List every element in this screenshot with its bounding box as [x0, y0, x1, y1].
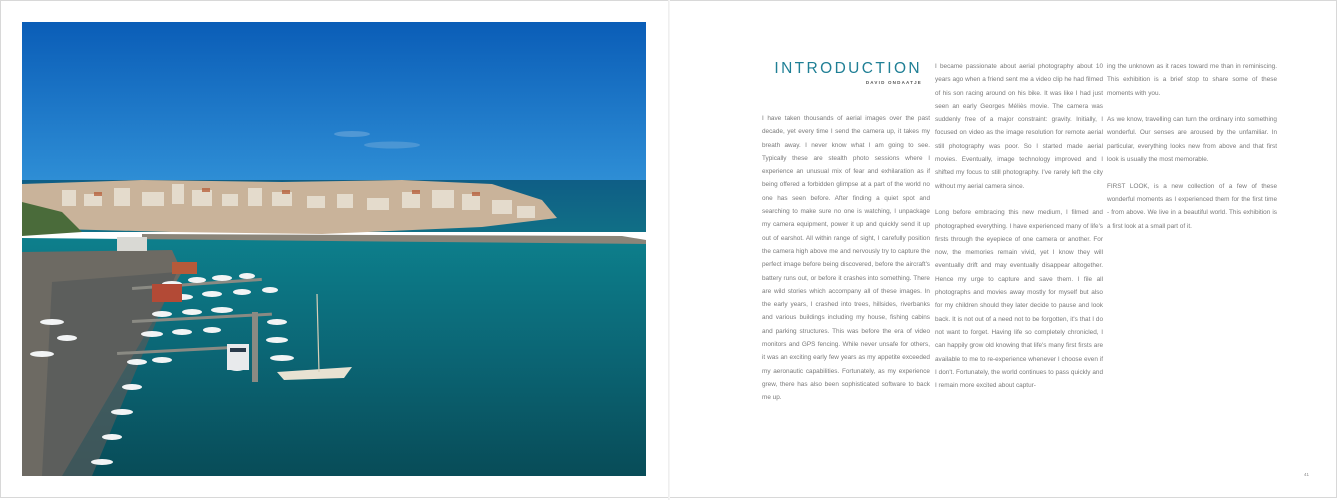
paragraph: Long before embracing this new medium, I filmed and photographed everything. I have experienced many of life's firsts through the eyepiece of one camera or another. For now, the memories remain vivid, yet I know they will eventually drift and may eventually disappear altogether. Hence my urge to capture and save them. I file all photographs and movies away mostly for myself but also for my children should they later decide to pause and look back. It is not out of a need not to be forgotten, it's that I do not want to forget. Having life so completely chronicled, I can happily grow old knowing that life's many first firsts are available to me to re-experience whenever I choose even if I don't. Fortunately, the world continues to pass quickly and I remain more excited about captur- [935, 209, 1103, 390]
book-gutter [668, 0, 670, 500]
paragraph: As we know, travelling can turn the ordinary into something wonderful. Our senses are aroused by the unfamiliar. In particular, everything looks new from above and that first look is usually the most memorable. [1107, 116, 1277, 164]
paragraph: FIRST LOOK, is a new collection of a few of these wonderful moments as I experienced them for the first time - from above. We live in a beautiful world. This exhibition is a first look at a small part of it. [1107, 182, 1277, 230]
author-name: DAVID ONDAATJE [865, 80, 922, 85]
text-column-2 [935, 60, 1103, 392]
paragraph: ing the unknown as it races toward me than in reminiscing. This exhibition is a brief stop to share some of these moments with you. [1107, 63, 1277, 97]
text-column-3 [1107, 60, 1277, 233]
page-number: 41 [1304, 472, 1310, 477]
paragraph: I have taken thousands of aerial images over the past decade, yet every time I send the camera up, it takes my breath away. I never know what I am going to see. Typically these are stealth photo sessions where I experience an unusual mix of fear and exhilaration as if being offered a forbidden glimpse at a part of the world no one has seen before. After finding a quiet spot and searching to make sure no one is watching, I unpackage my camera equipment, power it up and quickly send it up out of earshot. All within range of sight, I carefully position the camera high above me and nervously try to capture the perfect image before being discovered, before the aircraft's battery runs out, or before it crashes into something. There are wild stories which accompany all of these images. In the early years, I crashed into trees, hillsides, riverbanks and various buildings including my house, fishing cabins and parking structures. This was before the era of video monitors and GPS fencing. While never unsafe for others, it was an exciting early few years as my appetite exceeded my aeronautic capabilities. Fortunately, as my experience grew, there has also been sophisticated software to back me up. [762, 115, 930, 402]
page-title: INTRODUCTION [774, 60, 922, 77]
text-column-1 [762, 112, 930, 405]
harbour-photo [22, 22, 646, 476]
paragraph: I became passionate about aerial photography about 10 years ago when a friend sent me a video clip he had filmed of his son racing around on his bike. It was like I had just seen an early Georges Méliès movie. The camera was suddenly free of a major constraint: gravity. Initially, I focused on video as the image resolution for remote aerial still photography was poor. So I started made aerial movies. Eventually, image technology improved and I shifted my focus to still photography. I've rarely left the city without my aerial camera since. [935, 63, 1103, 190]
title-block [760, 60, 922, 85]
